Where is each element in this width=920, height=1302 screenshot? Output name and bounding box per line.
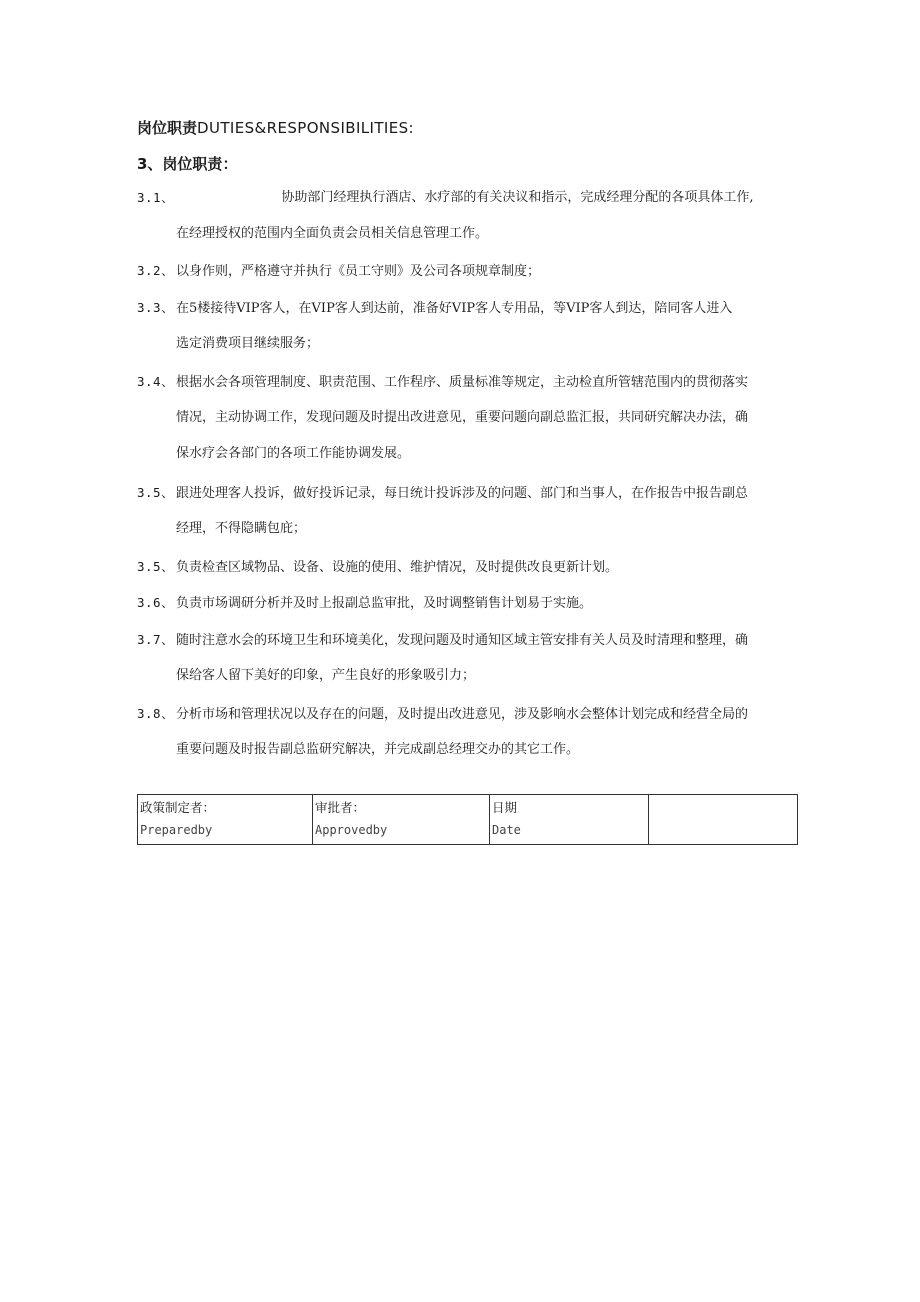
item-number: 3.2、 [137,263,175,278]
signature-table [137,794,798,845]
item-line: 以身作则，严格遵守并执行《员工守则》及公司各项规章制度； [176,264,541,279]
duty-item-3-8 [137,705,859,777]
duty-item-3-3 [137,299,859,371]
item-number: 3.4、 [137,374,175,389]
heading-en: DUTIES&RESPONSIBILITIES: [197,119,415,137]
prepared-by-label-cn: 政策制定者： [140,800,216,815]
item-number: 3.5、 [137,559,175,574]
item-number: 3.8、 [137,706,175,721]
item-number: 3.3、 [137,300,175,315]
item-line: 在经理授权的范围内全面负责会员相关信息管理工作。 [176,226,489,241]
duty-item-3-6 [137,594,859,630]
prepared-by-cell [138,795,313,845]
item-number: 3.7、 [137,632,175,647]
item-number: 3.5、 [137,485,175,500]
date-value-cell[interactable] [649,795,798,845]
item-line: 经理，不得隐瞒包庇； [176,521,307,536]
duty-item-3-5b [137,558,859,594]
heading-cn: 岗位职责 [137,119,198,137]
duty-item-3-7 [137,631,859,703]
item-line: 负责检查区域物品、设备、设施的使用、维护情况，及时提供改良更新计划。 [176,560,619,575]
item-line: 负责市场调研分析并及时上报副总监审批，及时调整销售计划易于实施。 [176,596,593,611]
item-line: 分析市场和管理状况以及存在的问题，及时提出改进意见，涉及影响水会整体计划完成和经营全局的 [176,707,749,722]
section-heading [137,117,414,138]
item-line: 随时注意水会的环境卫生和环境美化，发现问题及时通知区域主管安排有关人员及时清理和整理，确 [176,633,749,648]
duty-item-3-2 [137,262,859,298]
item-line: 协助部门经理执行酒店、水疗部的有关决议和指示，完成经理分配的各项具体工作, [281,190,754,205]
prepared-by-label-en: Preparedby [140,823,213,837]
item-line: 保给客人留下美好的印象，产生良好的形象吸引力； [176,668,476,683]
item-line: 重要问题及时报告副总监研究解决，并完成副总经理交办的其它工作。 [176,742,580,757]
duty-item-3-1 [137,189,859,261]
item-line: 在5楼接待VIP客人，在VIP客人到达前，准备好VIP客人专用品，等VIP客人到达，陪同客人进入 [176,301,733,316]
date-label-en: Date [492,823,521,837]
duty-item-3-4 [137,373,859,481]
date-cell [490,795,649,845]
item-line: 根据水会各项管理制度、职责范围、工作程序、质量标准等规定，主动检直所管辖范围内的贯彻落实 [176,375,749,390]
item-line: 情况，主动协调工作，发现问题及时提出改进意见，重要问题向副总监汇报，共同研究解决办法，确 [176,410,749,425]
item-line: 跟进处理客人投诉，做好投诉记录，每日统计投诉涉及的问题、部门和当事人，在作报告中报告副总 [176,486,749,501]
subheading: 3、岗位职责： [137,155,238,173]
item-line: 选定消费项目继续服务； [176,336,320,351]
item-number: 3.1、 [137,190,175,205]
item-line: 保水疗会各部门的各项工作能协调发展。 [176,446,411,461]
approved-by-cell [313,795,490,845]
approved-by-label-en: Approvedby [315,823,388,837]
item-number: 3.6、 [137,595,175,610]
date-label-cn: 日期 [492,800,518,815]
duty-item-3-5 [137,484,859,556]
approved-by-label-cn: 审批者： [315,800,366,815]
